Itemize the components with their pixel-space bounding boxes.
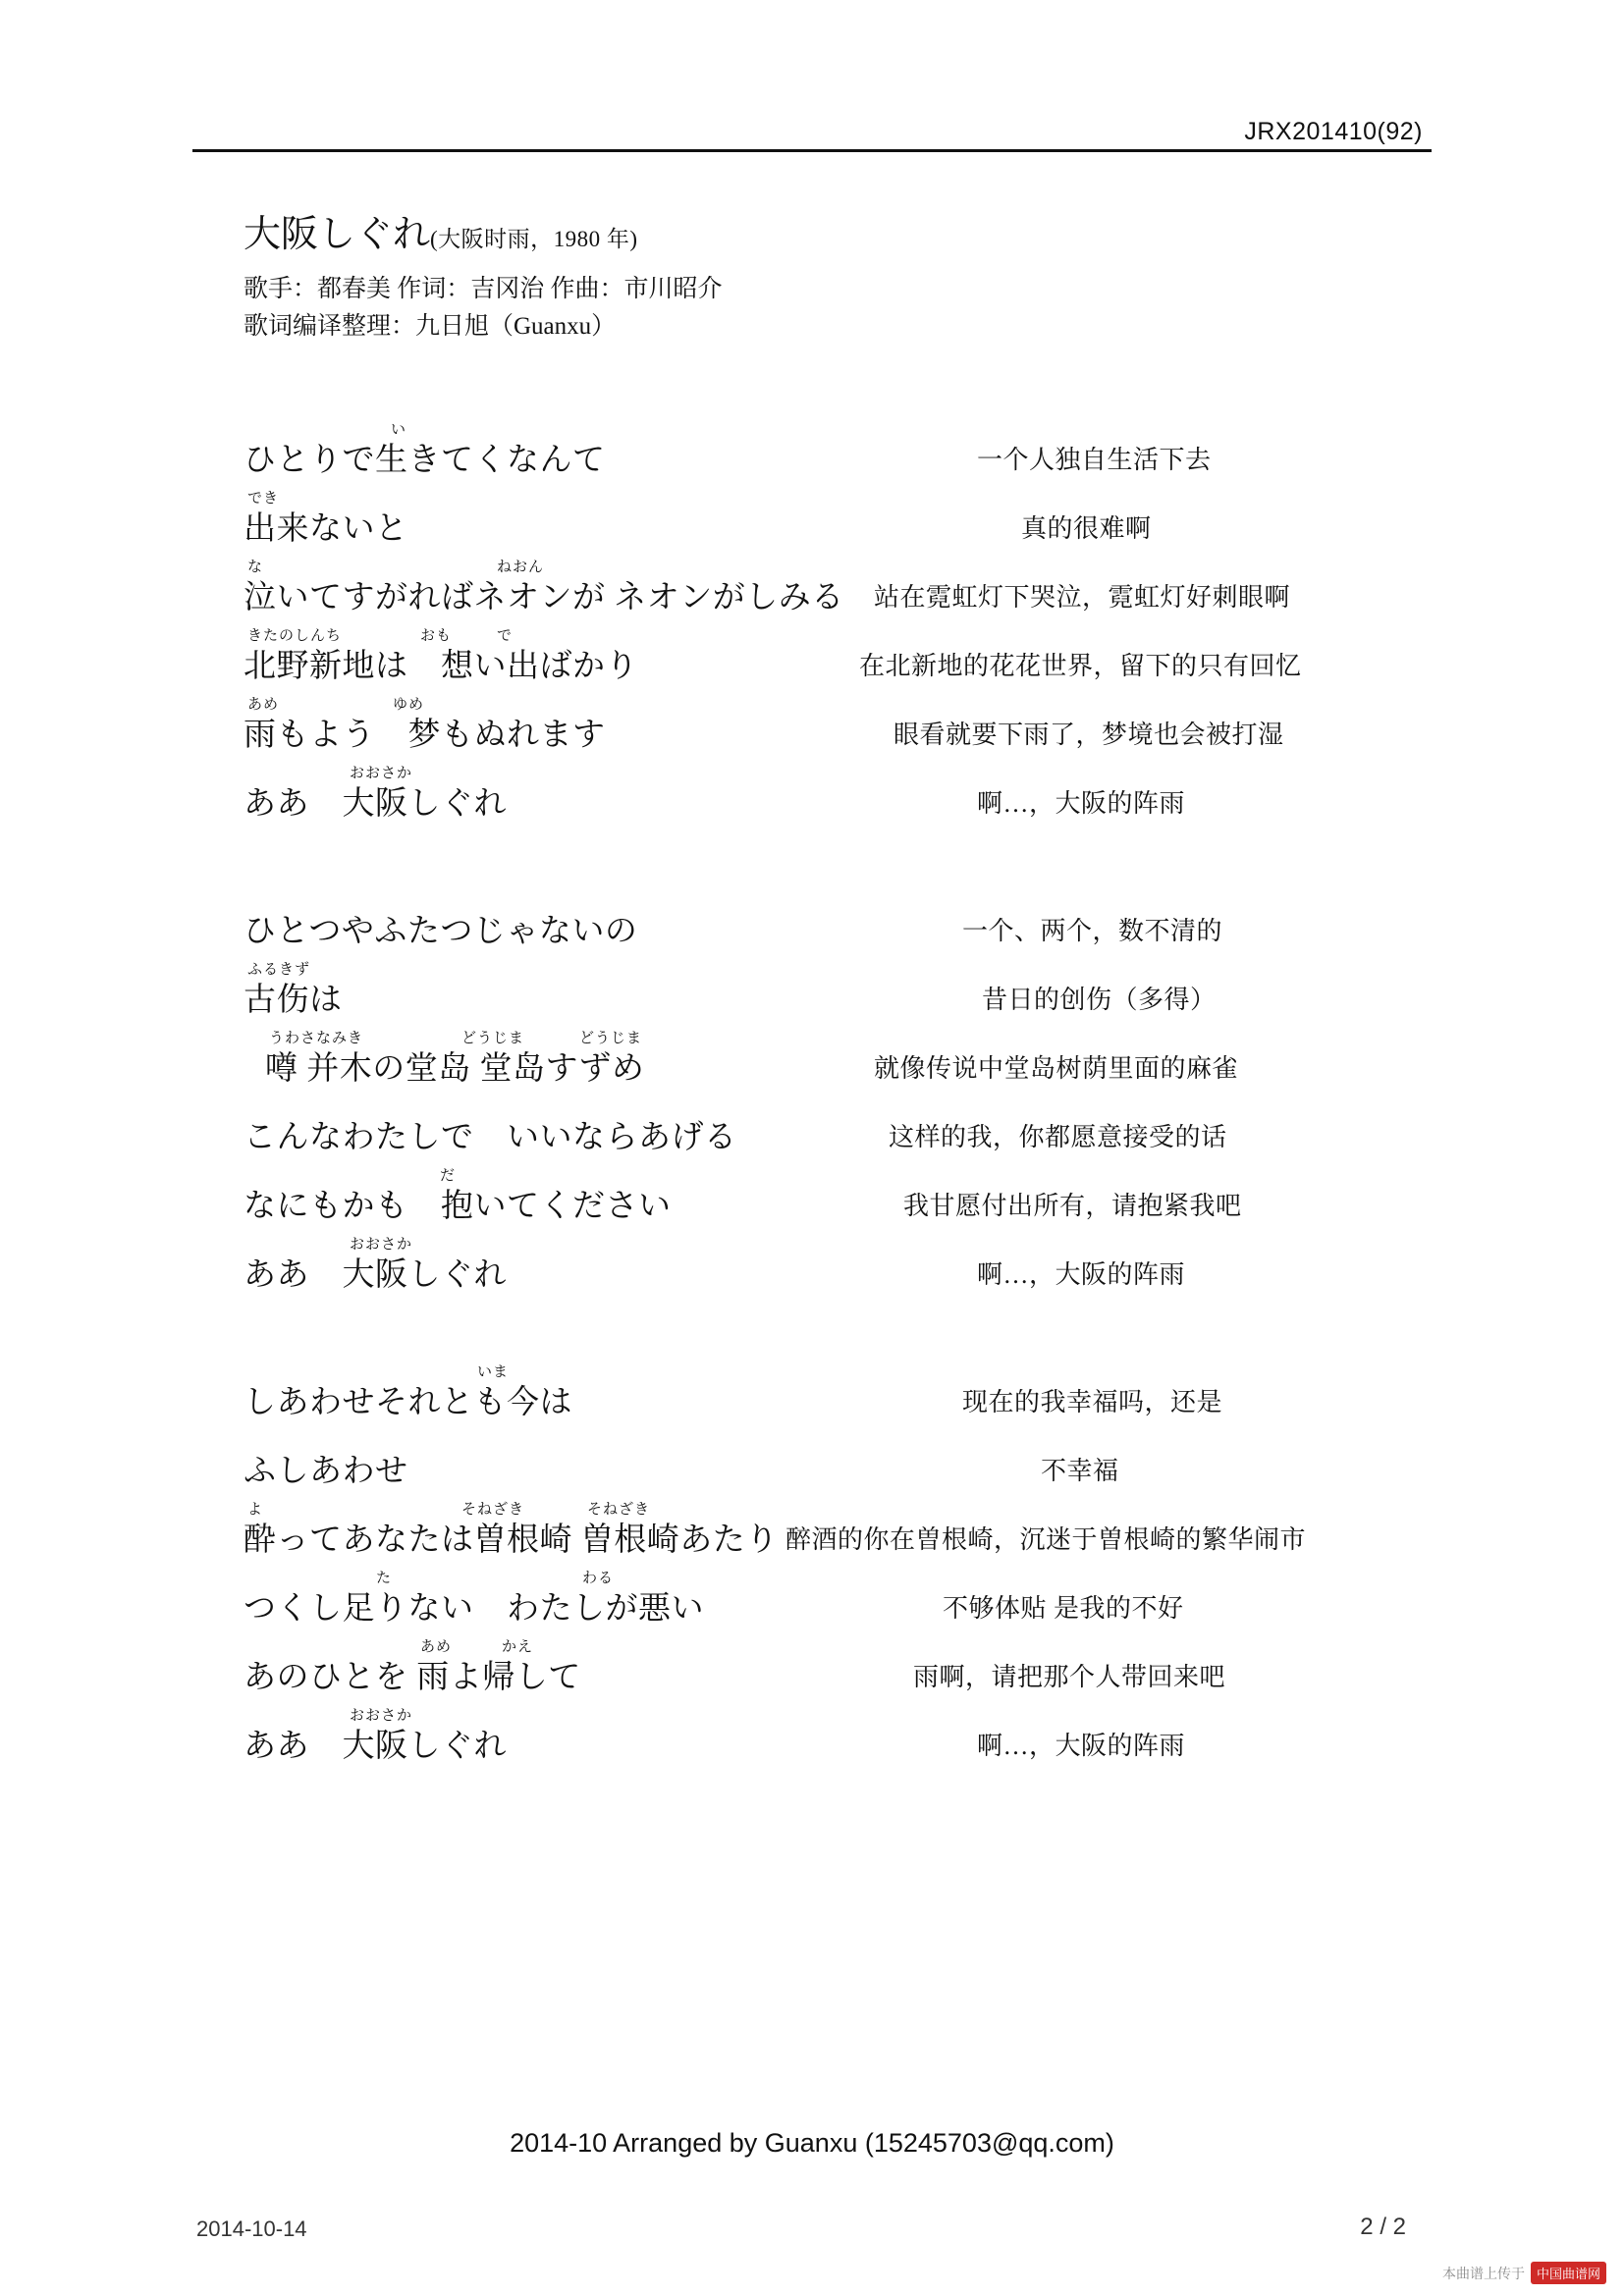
furigana: うわさなみき [269,1031,364,1046]
lyric-chinese: 不幸福 [1041,1457,1119,1485]
furigana: た [376,1571,393,1586]
furigana: だ [440,1168,457,1184]
lyric-japanese: 雨もよう 梦もぬれます [244,718,606,753]
lyric-line [0,1099,1624,1168]
lyric-chinese: 现在的我幸福吗，还是 [962,1388,1223,1416]
furigana: おも [420,628,453,644]
furigana: おおさか [350,1708,413,1724]
lyric-chinese: 站在霓虹灯下哭泣，霓虹灯好刺眼啊 [874,583,1291,612]
furigana: そねざき [587,1502,651,1518]
song-title-main: 大阪しぐれ [244,214,431,255]
furigana: あめ [247,697,280,713]
furigana: わる [582,1571,615,1586]
lyric-chinese: 昔日的创伤（多得） [982,986,1217,1014]
lyric-chinese: 不够体贴 是我的不好 [943,1594,1184,1623]
furigana: よ [247,1502,264,1518]
lyric-japanese: あのひとを 雨よ帰して [244,1660,581,1695]
lyric-japanese: ああ 大阪しぐれ [244,1729,507,1764]
lyric-japanese: つくし足りない わたしが悪い [244,1591,704,1627]
lyric-chinese: 在北新地的花花世界，留下的只有回忆 [859,652,1302,680]
lyric-chinese: 一个、两个，数不清的 [962,917,1223,945]
lyric-japanese: ああ 大阪しぐれ [244,786,507,822]
lyric-line [0,1639,1624,1708]
credits-translator: 歌词编译整理：九日旭（Guanxu） [244,313,617,341]
furigana: ゆめ [393,697,425,713]
furigana: な [247,560,264,575]
furigana: ふるきず [247,962,311,978]
furigana: あめ [420,1639,453,1655]
lyric-japanese: ああ 大阪しぐれ [244,1257,507,1293]
lyric-line [0,628,1624,697]
lyric-japanese: ひとりで生きてくなんて [244,443,606,478]
lyric-chinese: 雨啊，请把那个人带回来吧 [913,1663,1226,1691]
lyric-line [0,1433,1624,1502]
lyric-japanese: 噂 并木の堂岛 堂岛すずめ [265,1051,645,1087]
furigana: でき [247,491,280,507]
furigana: で [497,628,514,644]
lyric-japanese: 北野新地は 想い出ばかり [244,649,638,684]
lyric-line [0,697,1624,766]
furigana: どうじま [579,1031,643,1046]
header-divider [192,149,1432,152]
furigana: きたのしんち [247,628,343,644]
lyric-chinese: 这样的我，你都愿意接受的话 [889,1123,1227,1151]
furigana: い [391,422,407,438]
watermark-text: 本曲谱上传于 [1441,2265,1525,2281]
lyric-stanza [0,1364,1624,1777]
lyric-japanese: 酔ってあなたは曽根崎 曽根崎あたり [244,1522,779,1558]
title-block [244,214,1324,347]
lyric-japanese: 泣いてすがればネオンが ネオンがしみる [244,580,844,615]
lyric-line [0,1237,1624,1306]
credits-performers: 歌手：都春美 作词：吉冈治 作曲：市川昭介 [244,275,723,302]
lyric-stanza [0,893,1624,1306]
furigana: おおさか [350,1237,413,1253]
furigana: いま [477,1364,510,1380]
footer-page-number: 2 / 2 [1360,2214,1406,2240]
furigana: かえ [502,1639,534,1655]
watermark-badge: 中国曲谱网 [1531,2262,1606,2284]
lyric-line [0,962,1624,1031]
furigana: おおさか [350,766,413,781]
lyric-japanese: しあわせそれとも今は [244,1385,572,1420]
lyric-chinese: 眼看就要下雨了，梦境也会被打湿 [893,721,1284,749]
lyric-stanza [0,422,1624,834]
lyric-chinese: 就像传说中堂岛树荫里面的麻雀 [874,1054,1239,1083]
lyric-line [0,1168,1624,1237]
lyric-chinese: 醉酒的你在曽根崎，沉迷于曽根崎的繁华闹市 [785,1525,1307,1554]
lyric-line [0,1364,1624,1433]
lyric-chinese: 啊…，大阪的阵雨 [977,1260,1186,1289]
lyrics-body [0,422,1624,1836]
footer-arranged: 2014-10 Arranged by Guanxu (15245703@qq.com) [510,2128,1114,2158]
lyric-line [0,422,1624,491]
lyric-chinese: 真的很难啊 [1021,514,1152,543]
lyric-line [0,766,1624,834]
furigana: そねざき [461,1502,525,1518]
lyric-chinese: 啊…，大阪的阵雨 [977,1732,1186,1760]
lyric-japanese: ひとつやふたつじゃないの [244,914,638,949]
lyric-line [0,560,1624,628]
lyric-line [0,1708,1624,1777]
lyric-japanese: 古伤は [244,983,343,1018]
furigana: どうじま [461,1031,525,1046]
furigana: ねおん [497,560,545,575]
lyric-japanese: こんなわたしで いいならあげる [244,1120,737,1155]
watermark [1442,2262,1606,2284]
song-title [244,214,1324,257]
song-title-sub: (大阪时雨，1980 年) [430,227,638,251]
document-code: JRX201410(92) [1244,118,1423,145]
lyric-chinese: 一个人独自生活下去 [977,446,1212,474]
lyric-japanese: ふしあわせ [244,1454,408,1489]
lyric-chinese: 我甘愿付出所有，请抱紧我吧 [903,1192,1242,1220]
lyric-japanese: 出来ないと [244,511,408,547]
lyric-line [0,1502,1624,1571]
lyric-line [0,893,1624,962]
footer-date: 2014-10-14 [196,2216,307,2241]
lyric-chinese: 啊…，大阪的阵雨 [977,789,1186,818]
lyric-japanese: なにもかも 抱いてください [244,1189,672,1224]
lyric-line [0,1571,1624,1639]
lyric-line [0,1031,1624,1099]
lyric-line [0,491,1624,560]
